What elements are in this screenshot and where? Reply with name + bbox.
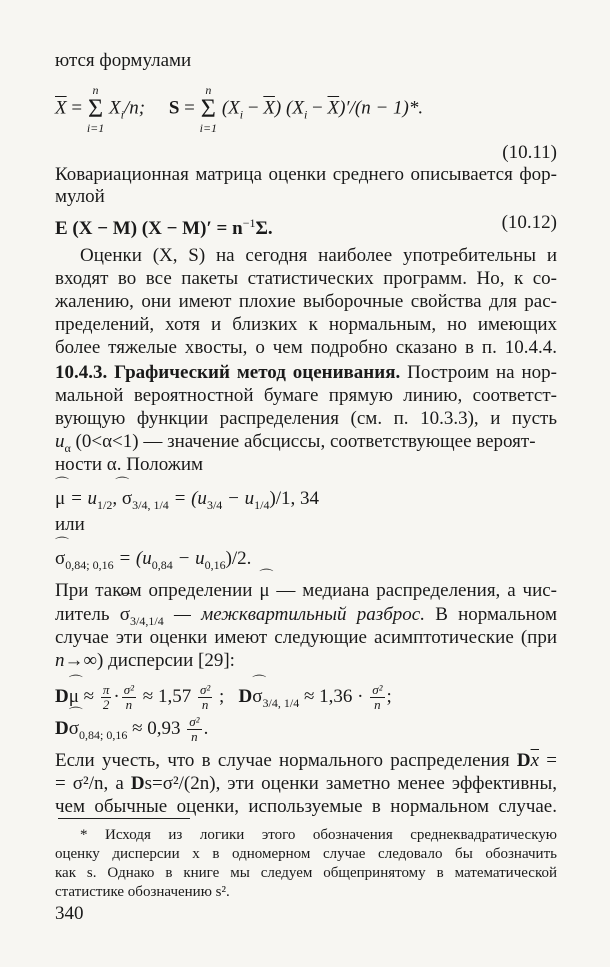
formula-part: .	[203, 718, 209, 739]
fraction-denominator: n	[125, 697, 133, 713]
formula-variance-2	[55, 712, 208, 752]
text-fragment: ⌒ μ	[259, 580, 269, 602]
formula-subscript: 0,84; 0,16	[78, 728, 128, 742]
fraction-denominator: 2	[102, 697, 110, 713]
formula-10-12	[55, 212, 273, 240]
formula-part: ≈ 1,57	[142, 686, 196, 707]
formula-subscript: i	[120, 107, 124, 122]
formula-part: ⌒ σ	[55, 548, 65, 570]
page-number: 340	[55, 903, 84, 924]
formula-subscript: i	[303, 107, 308, 122]
formula-part: ≈ 0,93	[127, 718, 186, 739]
formula-part: − u	[172, 548, 205, 569]
formula-part: $\overline{X}$	[263, 97, 275, 119]
fraction-numerator: σ²	[123, 682, 135, 698]
formula-part: ;	[214, 686, 225, 707]
formula-symbol: X	[109, 97, 121, 119]
equation-number: (10.11)	[502, 142, 557, 163]
formula-symbol: /n;	[123, 97, 146, 119]
text-fragment: Если учесть, что в случае нормального распределения	[55, 750, 517, 771]
formula-part: − u	[222, 488, 255, 509]
formula-part: )′/(n − 1)*.	[339, 97, 424, 119]
formula-symbol: S	[168, 97, 180, 119]
sum-lower-limit: i=1	[86, 121, 105, 135]
formula-subscript: 0,84	[151, 558, 173, 572]
text-line: Оценки (X, S) на сегодня наиболее употребительны и	[80, 245, 557, 266]
formula-part: D	[55, 718, 69, 739]
formula-part: (X	[221, 97, 240, 119]
text-fragment: литель	[55, 604, 120, 625]
text-fragment: →∞) дисперсии [29]:	[64, 650, 235, 671]
text-fragment: При таком определении	[55, 580, 260, 601]
fraction	[187, 715, 201, 744]
sum-operator	[200, 84, 217, 134]
fraction	[370, 683, 384, 712]
section-heading: 10.4.3. Графический метод оценивания.	[55, 362, 401, 383]
footnote-line: оценку дисперсии x в одномерном случае следовало бы обозначить	[55, 846, 557, 862]
formula-subscript: 1/2	[97, 498, 113, 512]
formula-part: −	[243, 97, 264, 119]
text-fragment: $\overline{x}$	[530, 750, 540, 771]
text-fragment: — медиана распределения, а чис-	[269, 580, 557, 601]
formula-part: Σ.	[255, 218, 273, 239]
formula-variance-1: D⌒ μ ≈ $\frac{\pi}{2}$ · $\frac{\text{σ²}}{n}$ ≈ 1,57 $\frac{\text{σ²}}{n}$ ; D⌒ $\sigma_{3/4, 1/4} \approx 1,36$ · $\frac{\text{σ²}}{n}$ ;	[55, 680, 392, 720]
text-line: входят во все пакеты статистических программ. Но, к со-	[55, 268, 557, 289]
text-line: Ковариационная матрица оценки среднего описывается фор-	[55, 164, 557, 185]
text-fragment: s=σ²/(2n), эти оценки заметно менее эффективны,	[144, 773, 557, 794]
formula-symbol: =	[71, 97, 83, 119]
formula-subscript: 0,84; 0,16	[65, 558, 114, 572]
formula-subscript: 3/4, 1/4	[262, 696, 300, 710]
text-line: более тяжелые хвосты, о чем подробно сказано в п. 10.4.4.	[55, 337, 557, 358]
text-line	[55, 773, 557, 795]
formula-part: ;	[386, 686, 392, 707]
sum-upper-limit: n	[92, 83, 99, 97]
formula-part: ⌒ σ	[69, 712, 79, 746]
formula-part: ⌒ , σ	[112, 488, 132, 510]
fraction	[101, 683, 112, 712]
formula-symbol: =	[184, 97, 195, 119]
text-subscript: α	[64, 441, 71, 455]
text-fragment: Построим на нор-	[400, 362, 557, 383]
footnote-divider	[58, 818, 190, 819]
formula-part: $\overline{X}$	[327, 97, 340, 119]
fraction-numerator: σ²	[372, 682, 383, 698]
text-fragment: = σ²/n, а	[55, 773, 131, 794]
formula-part: D	[55, 686, 69, 707]
text-line: или	[55, 514, 85, 535]
text-line: пределений, хотя и близких к нормальным, но имеющих	[55, 314, 557, 335]
section-heading-line	[55, 362, 557, 384]
text-line: вующую функции распределения (см. п. 10.3.3), и пусть	[55, 408, 557, 429]
sum-operator	[87, 84, 104, 134]
formula-part: = (u	[168, 488, 207, 509]
formula-subscript: 0,16	[204, 558, 226, 572]
text-line: ются формулами	[55, 50, 192, 71]
text-fragment: D	[130, 773, 145, 794]
text-fragment: D	[516, 750, 531, 771]
text-fragment: =	[539, 750, 557, 771]
footnote-line: статистике обозначению s².	[55, 884, 230, 900]
formula-subscript: 3/4	[206, 498, 223, 512]
sum-lower-limit: i=1	[199, 121, 218, 135]
formula-symbol: $\overline{X}$	[55, 97, 67, 119]
fraction	[122, 683, 136, 712]
formula-part: ) (X	[274, 97, 304, 119]
text-fragment: ⌒ σ	[120, 604, 130, 626]
formula-part: ≈	[78, 686, 99, 707]
fraction-numerator: π	[102, 682, 110, 698]
text-subscript: 3/4,1/4	[130, 614, 164, 628]
formula-sigma-084	[55, 548, 251, 576]
text-line: мулой	[55, 186, 105, 207]
fraction-denominator: n	[201, 697, 209, 713]
equation-number: (10.12)	[501, 212, 557, 233]
formula-part: = u	[65, 488, 98, 509]
fraction-numerator: σ²	[199, 682, 211, 698]
text-line: мальной вероятностной бумаге прямую линию, соответст-	[55, 385, 557, 406]
text-fragment: (0<α<1) — значение абсциссы, соответствующее вероят-	[70, 431, 536, 452]
formula-part: ⌒ μ	[55, 488, 65, 510]
text-fragment: u	[55, 431, 65, 452]
formula-part: E (X − M) (X − M)′ = n	[55, 218, 243, 239]
sum-sign: Σ	[87, 94, 104, 123]
formula-subscript: 1/4	[254, 498, 270, 512]
formula-superscript: −1	[242, 216, 256, 230]
text-line: случае эти оценки имеют следующие асимптотические (при	[55, 627, 557, 648]
fraction-denominator: n	[191, 729, 198, 745]
fraction-numerator: σ²	[189, 714, 200, 730]
formula-part: ⌒ μ	[69, 680, 79, 714]
formula-subscript: 3/4, 1/4	[132, 498, 169, 512]
footnote-line: как s. Однако в книге мы следуем общепринятому в математической	[55, 865, 557, 881]
formula-part: D	[238, 686, 253, 707]
text-line: чем обычные оценки, используемые в нормальном случае.	[55, 796, 557, 817]
fraction	[198, 683, 212, 712]
sum-upper-limit: n	[205, 83, 212, 97]
formula-part: −	[307, 97, 328, 119]
formula-subscript: i	[239, 107, 244, 122]
fraction-denominator: n	[374, 697, 381, 713]
text-line: жалению, они имеют плохие выборочные свойства для рас-	[55, 291, 557, 312]
footnote-line: * Исходя из логики этого обозначения среднеквадратическую	[80, 827, 557, 843]
formula-part: = (u	[113, 548, 152, 569]
formula-part: )/1, 34	[269, 488, 320, 509]
sum-sign: Σ	[200, 94, 216, 123]
formula-part: ≈ 1,36 ·	[299, 686, 369, 707]
formula-mu-sigma	[55, 488, 319, 516]
text-fragment: В нормальном	[424, 604, 557, 625]
text-fragment: — межквартильный разброс.	[163, 604, 425, 625]
text-line: ности α. Положим	[55, 454, 204, 475]
formula-part: ⌒ σ	[252, 680, 262, 714]
formula-part: )/2.	[225, 548, 252, 569]
formula-10-11	[55, 84, 423, 134]
text-fragment: n	[55, 650, 65, 671]
text-line	[55, 750, 557, 772]
text-line	[55, 650, 557, 672]
